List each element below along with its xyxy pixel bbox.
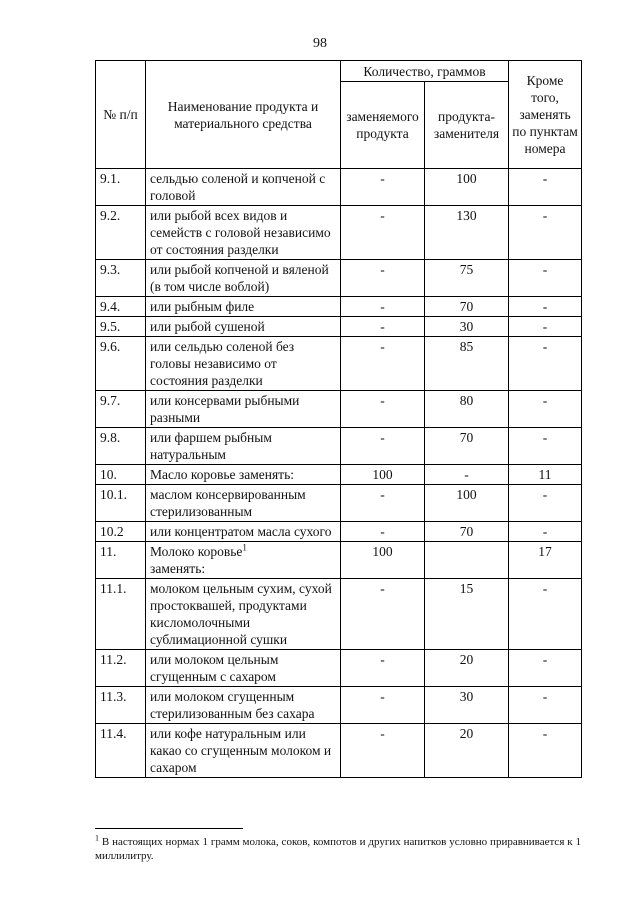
table-row [96, 485, 582, 522]
header-row [96, 61, 582, 82]
row-replaced-qty: - [341, 260, 425, 297]
row-name-text: Молоко коровье [150, 544, 243, 559]
table-row [96, 542, 582, 579]
row-number: 10.2 [96, 522, 146, 542]
table-row [96, 428, 582, 465]
row-number: 10. [96, 465, 146, 485]
row-replaced-qty: - [341, 337, 425, 391]
row-replaced-qty: - [341, 206, 425, 260]
row-name: или фаршем рыбным натуральным [146, 428, 341, 465]
row-additional: 17 [509, 542, 582, 579]
row-replaced-qty: - [341, 428, 425, 465]
header-replaced: заменяемого продукта [341, 82, 425, 169]
row-substitute-qty [425, 542, 509, 579]
row-substitute-qty: 30 [425, 687, 509, 724]
row-number: 9.6. [96, 337, 146, 391]
row-name: или рыбой всех видов и семейств с головой независимо от состояния разделки [146, 206, 341, 260]
row-additional: - [509, 522, 582, 542]
row-additional: - [509, 428, 582, 465]
table-row [96, 206, 582, 260]
row-replaced-qty: - [341, 485, 425, 522]
footnote-text: В настоящих нормах 1 грамм молока, соков, компотов и других напитков условно приравнивается к 1 миллилитру. [95, 836, 582, 862]
row-additional: - [509, 206, 582, 260]
footnote-reference: 1 [242, 542, 247, 553]
table-row [96, 297, 582, 317]
row-substitute-qty: 85 [425, 337, 509, 391]
row-number: 9.3. [96, 260, 146, 297]
row-substitute-qty: 30 [425, 317, 509, 337]
row-number: 9.4. [96, 297, 146, 317]
row-number: 9.7. [96, 391, 146, 428]
row-name: или рыбой сушеной [146, 317, 341, 337]
row-name: или консервами рыбными разными [146, 391, 341, 428]
row-substitute-qty: 70 [425, 428, 509, 465]
footnote-divider [95, 828, 243, 829]
row-replaced-qty: 100 [341, 542, 425, 579]
row-name: или молоком цельным сгущенным с сахаром [146, 650, 341, 687]
row-number: 11.1. [96, 579, 146, 650]
row-replaced-qty: - [341, 169, 425, 206]
row-replaced-qty: - [341, 391, 425, 428]
row-additional: - [509, 579, 582, 650]
row-name: или рыбным филе [146, 297, 341, 317]
table-row [96, 650, 582, 687]
header-additional: Кроме того, заменять по пунктам номера [509, 61, 582, 169]
row-name: Масло коровье заменять: [146, 465, 341, 485]
row-substitute-qty: - [425, 465, 509, 485]
row-additional: - [509, 260, 582, 297]
row-replaced-qty: - [341, 297, 425, 317]
row-additional: - [509, 169, 582, 206]
row-replaced-qty: - [341, 650, 425, 687]
row-additional: - [509, 724, 582, 778]
table-row [96, 522, 582, 542]
table-row [96, 337, 582, 391]
row-name [146, 542, 341, 579]
row-name: сельдью соленой и копченой с головой [146, 169, 341, 206]
row-substitute-qty: 75 [425, 260, 509, 297]
row-additional: - [509, 485, 582, 522]
row-replaced-qty: - [341, 317, 425, 337]
row-number: 11.4. [96, 724, 146, 778]
table-row [96, 687, 582, 724]
row-name: или молоком сгущенным стерилизованным без сахара [146, 687, 341, 724]
footnote [95, 835, 581, 863]
row-number: 11.3. [96, 687, 146, 724]
row-name-continuation: заменять: [150, 561, 206, 576]
row-name: маслом консервированным стерилизованным [146, 485, 341, 522]
row-name: или сельдью соленой без головы независимо от состояния разделки [146, 337, 341, 391]
row-substitute-qty: 20 [425, 650, 509, 687]
row-name: молоком цельным сухим, сухой простоквашей, продуктами кисломолочными сублимационной сушки [146, 579, 341, 650]
table-row [96, 260, 582, 297]
row-substitute-qty: 130 [425, 206, 509, 260]
row-replaced-qty: - [341, 579, 425, 650]
table-row [96, 465, 582, 485]
row-replaced-qty: 100 [341, 465, 425, 485]
row-name: или концентратом масла сухого [146, 522, 341, 542]
table-row [96, 169, 582, 206]
table-row [96, 579, 582, 650]
row-additional: - [509, 687, 582, 724]
row-additional: 11 [509, 465, 582, 485]
footnote-marker: 1 [95, 833, 99, 843]
row-additional: - [509, 297, 582, 317]
row-replaced-qty: - [341, 687, 425, 724]
row-substitute-qty: 70 [425, 522, 509, 542]
row-number: 10.1. [96, 485, 146, 522]
row-additional: - [509, 317, 582, 337]
row-substitute-qty: 20 [425, 724, 509, 778]
table-row [96, 317, 582, 337]
row-replaced-qty: - [341, 522, 425, 542]
row-substitute-qty: 100 [425, 169, 509, 206]
row-number: 9.5. [96, 317, 146, 337]
row-additional: - [509, 391, 582, 428]
row-number: 9.1. [96, 169, 146, 206]
row-substitute-qty: 15 [425, 579, 509, 650]
norms-table [95, 60, 582, 778]
row-name: или рыбой копченой и вяленой (в том числе воблой) [146, 260, 341, 297]
row-number: 9.8. [96, 428, 146, 465]
row-number: 11.2. [96, 650, 146, 687]
row-number: 11. [96, 542, 146, 579]
row-replaced-qty: - [341, 724, 425, 778]
row-number: 9.2. [96, 206, 146, 260]
table-row [96, 391, 582, 428]
page-number: 98 [313, 36, 327, 51]
header-substitute: продукта-заменителя [425, 82, 509, 169]
row-name: или кофе натуральным или какао со сгущенным молоком и сахаром [146, 724, 341, 778]
header-number: № п/п [96, 61, 146, 169]
row-substitute-qty: 100 [425, 485, 509, 522]
row-additional: - [509, 650, 582, 687]
row-substitute-qty: 70 [425, 297, 509, 317]
table-row [96, 724, 582, 778]
row-substitute-qty: 80 [425, 391, 509, 428]
header-quantity: Количество, граммов [341, 61, 509, 82]
header-name: Наименование продукта и материального средства [146, 61, 341, 169]
table-body [96, 169, 582, 778]
row-additional: - [509, 337, 582, 391]
